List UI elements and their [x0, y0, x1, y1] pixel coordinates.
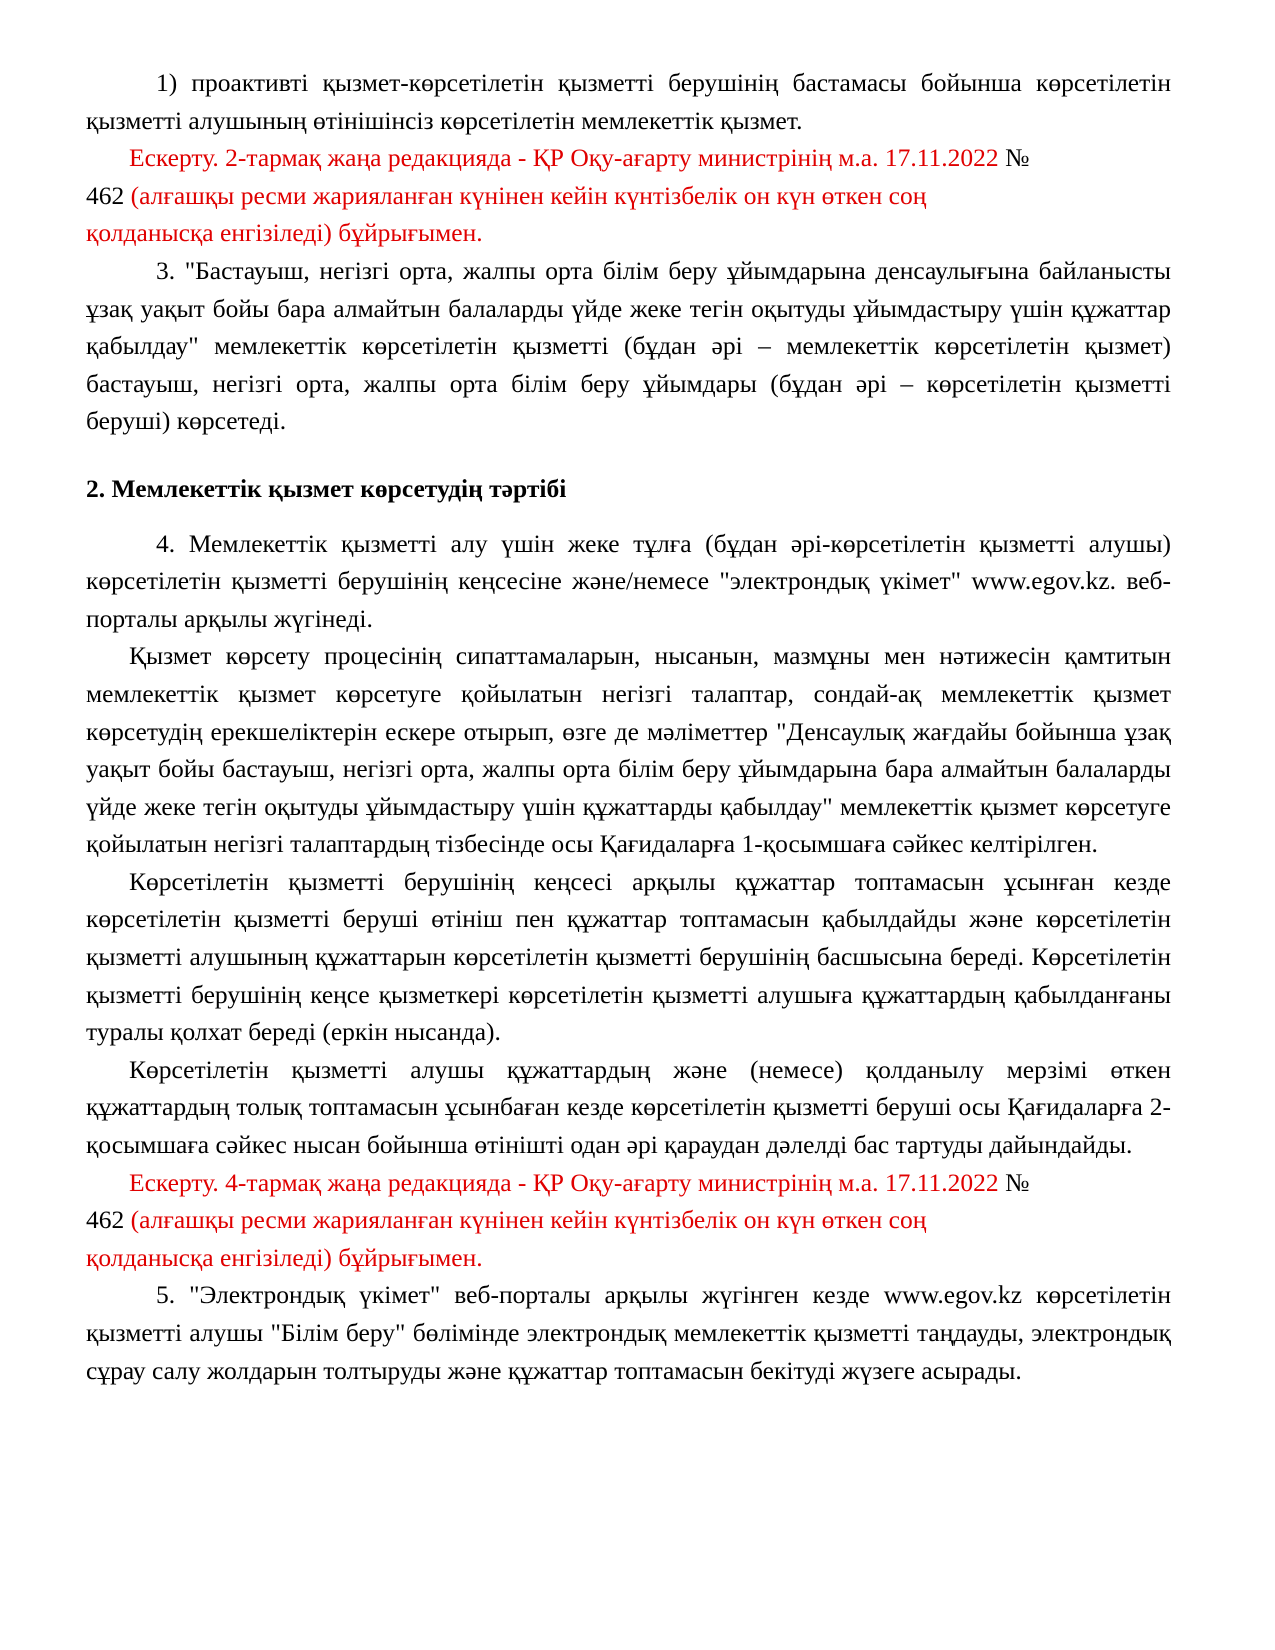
- paragraph-point-3: 3. "Бастауыш, негізгі орта, жалпы орта білім беру ұйымдарына денсаулығына байланысты ұзақ уақыт бойы бара алмайтын балаларды үйде жеке тегін оқытуды ұйымдастыру үшін құжаттар қабылдау" мемлекеттік көрсетілетін қызметті (бұдан әрі – мемлекеттік көрсетілетін қызмет) бастауыш, негізгі орта, жалпы орта білім беру ұйымдары (бұдан әрі – көрсетілетін қызметті беруші) көрсетеді.: [86, 255, 1171, 436]
- amendment-note-order-number: 462: [86, 180, 131, 210]
- amendment-note-text: Ескерту. 4-тармақ жаңа редакцияда - ҚР Оқу-ағарту министрінің м.а. 17.11.2022: [129, 1167, 1006, 1197]
- amendment-note-number-sign: №: [1005, 143, 1030, 173]
- amendment-note-text: қолданысқа енгізіледі) бұйрығымен.: [86, 1242, 483, 1272]
- amendment-note-2-line-2: [86, 1201, 1171, 1239]
- amendment-note-1-line-3: [86, 214, 1171, 252]
- paragraph-service-requirements: Қызмет көрсету процесінің сипаттамаларын, нысанын, мазмұны мен нәтижесін қамтитын мемлекеттік қызмет көрсетуге қойылатын негізгі талаптар, сондай-ақ мемлекеттік қызмет көрсетудің ерекшеліктерін ескере отырып, өзге де мәліметтер "Денсаулық жағдайы бойынша ұзақ уақыт бойы бастауыш, негізгі орта, жалпы орта білім беру ұйымдарына бара алмайтын балаларды үйде жеке тегін оқытуды ұйымдастыру үшін құжаттарды қабылдау" мемлекеттік қызмет көрсетуге қойылатын негізгі талаптардың тізбесінде осы Қағидаларға 1-қосымшаға сәйкес келтірілген.: [86, 641, 1171, 859]
- section-2-heading: 2. Мемлекеттік қызмет көрсетудің тәртібі: [86, 473, 567, 503]
- paragraph-office-submission: Көрсетілетін қызметті берушінің кеңсесі арқылы құжаттар топтамасын ұсынған кезде көрсетілетін қызметті беруші өтініш пен құжаттар топтамасын қабылдайды және көрсетілетін қызметті алушының құжаттарын көрсетілетін қызметті берушінің басшысына береді. Көрсетілетін қызметті берушінің кеңсе қызметкері көрсетілетін қызметті алушыға құжаттардың қабылданғаны туралы қолхат береді (еркін нысанда).: [86, 866, 1171, 1047]
- amendment-note-2-line-1: [86, 1164, 1171, 1202]
- paragraph-refusal: Көрсетілетін қызметті алушы құжаттардың және (немесе) қолданылу мерзімі өткен құжаттардың толық топтамасын ұсынбаған кезде көрсетілетін қызметті беруші осы Қағидаларға 2-қосымшаға сәйкес нысан бойынша өтінішті одан әрі қараудан дәлелді бас тартуды дайындайды.: [86, 1054, 1171, 1160]
- paragraph-subpoint-1: 1) проактивті қызмет-көрсетілетін қызметті берушінің бастамасы бойынша көрсетілетін қызметті алушының өтінішінсіз көрсетілетін мемлекеттік қызмет.: [86, 68, 1171, 135]
- amendment-note-2-line-3: [86, 1239, 1171, 1277]
- amendment-note-1-line-2: [86, 177, 1171, 215]
- amendment-note-number-sign: №: [1005, 1167, 1030, 1197]
- amendment-note-1: [86, 139, 1171, 252]
- amendment-note-text: Ескерту. 2-тармақ жаңа редакцияда - ҚР Оқу-ағарту министрінің м.а. 17.11.2022: [129, 143, 1006, 173]
- amendment-note-text: (алғашқы ресми жарияланған күнінен кейін күнтізбелік он күн өткен соң: [130, 180, 927, 210]
- amendment-note-text: (алғашқы ресми жарияланған күнінен кейін күнтізбелік он күн өткен соң: [130, 1205, 927, 1235]
- amendment-note-text: қолданысқа енгізіледі) бұйрығымен.: [86, 218, 483, 248]
- paragraph-point-4: 4. Мемлекеттік қызметті алу үшін жеке тұлға (бұдан әрі-көрсетілетін қызметті алушы) көрсетілетін қызметті берушінің кеңсесіне және/немесе "электрондық үкімет" www.egov.kz. веб-порталы арқылы жүгінеді.: [86, 528, 1171, 633]
- amendment-note-1-line-1: [86, 139, 1171, 177]
- amendment-note-order-number: 462: [86, 1205, 131, 1235]
- paragraph-point-5: 5. "Электрондық үкімет" веб-порталы арқылы жүгінген кезде www.egov.kz көрсетілетін қызметті алушы "Білім беру" бөлімінде электрондық мемлекеттік қызметті таңдауды, электрондық сұрау салу жолдарын толтыруды және құжаттар топтамасын бекітуді жүзеге асырады.: [86, 1280, 1171, 1385]
- amendment-note-2: [86, 1164, 1171, 1277]
